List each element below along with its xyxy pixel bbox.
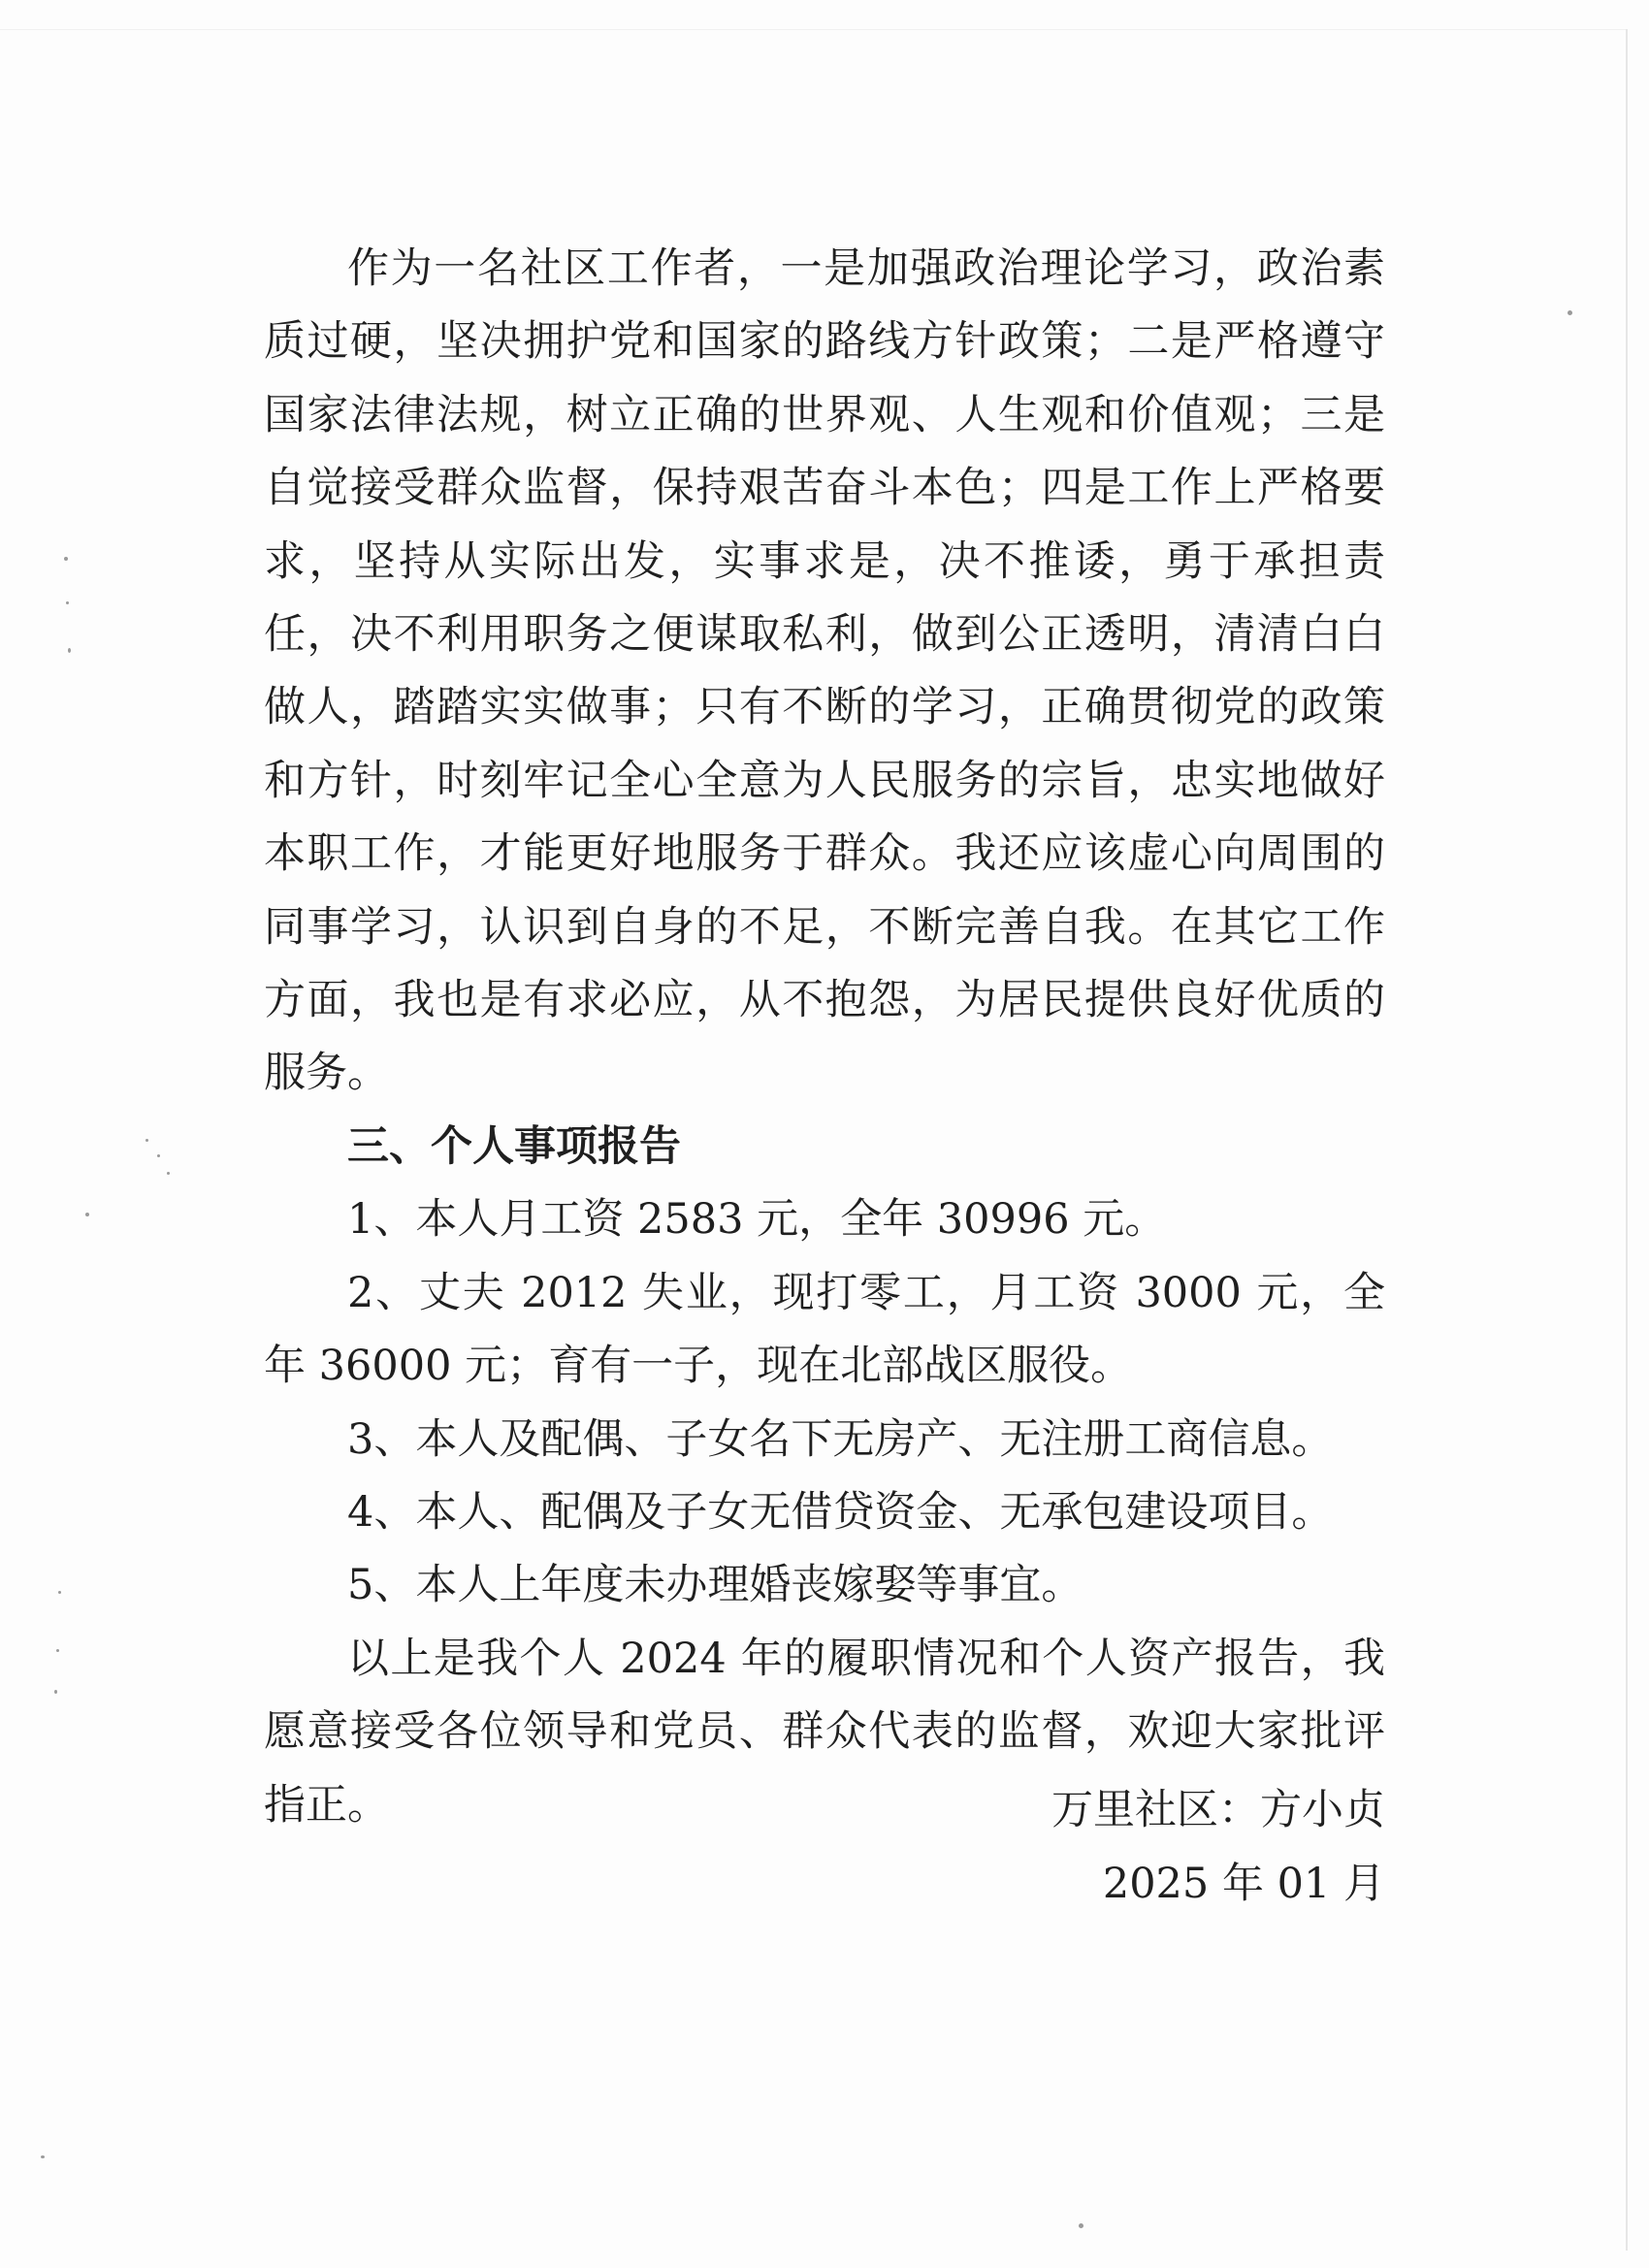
scan-speck bbox=[56, 1649, 59, 1652]
scan-speck bbox=[85, 1213, 89, 1216]
signature-organization: 万里社区：方小贞 bbox=[1051, 1786, 1385, 1834]
scan-speck bbox=[41, 2155, 45, 2158]
scan-speck bbox=[1568, 310, 1572, 315]
scan-speck bbox=[66, 601, 69, 604]
body-paragraph: 作为一名社区工作者，一是加强政治理论学习，政治素质过硬，坚决拥护党和国家的路线方针政策；二是严格遵守国家法律法规，树立正确的世界观、人生观和价值观；三是自觉接受群众监督，保持艰苦奋斗本色；四是工作上严格要求，坚持从实际出发，实事求是，决不推诿，勇于承担责任，决不利用职务之便谋取私利，做到公正透明，清清白白做人，踏踏实实做事；只有不断的学习，正确贯彻党的政策和方针，时刻牢记全心全意为人民服务的宗旨，忠实地做好本职工作，才能更好地服务于群众。我还应该虚心向周围的同事学习，认识到自身的不足，不断完善自我。在其它工作方面，我也是有求必应，从不抱怨，为居民提供良好优质的服务。 bbox=[264, 244, 1385, 1098]
scan-speck bbox=[68, 648, 71, 653]
report-item-3: 3、本人及配偶、子女名下无房产、无注册工商信息。 bbox=[347, 1414, 1334, 1464]
report-item-1: 1、本人月工资 2583 元，全年 30996 元。 bbox=[347, 1195, 1167, 1245]
section-heading: 三、个人事项报告 bbox=[347, 1121, 681, 1171]
page-right-edge bbox=[1626, 29, 1628, 2251]
report-item-5: 5、本人上年度未办理婚丧嫁娶等事宜。 bbox=[347, 1561, 1083, 1610]
scan-speck bbox=[167, 1172, 170, 1175]
scan-speck bbox=[157, 1154, 160, 1157]
document-body bbox=[264, 233, 1385, 1842]
signature-date: 2025 年 01 月 bbox=[1102, 1860, 1385, 1908]
scan-speck bbox=[1079, 2223, 1083, 2228]
scan-speck bbox=[146, 1139, 148, 1142]
page-top-edge bbox=[0, 29, 1626, 30]
closing-paragraph: 以上是我个人 2024 年的履职情况和个人资产报告，我愿意接受各位领导和党员、群众代表的监督，欢迎大家批评指正。 bbox=[264, 1634, 1385, 1830]
report-item-4: 4、本人、配偶及子女无借贷资金、无承包建设项目。 bbox=[347, 1487, 1334, 1537]
report-item-2: 2、丈夫 2012 失业，现打零工，月工资 3000 元，全年 36000 元；育有一子，现在北部战区服役。 bbox=[264, 1268, 1385, 1391]
scan-speck bbox=[54, 1690, 57, 1694]
scan-speck bbox=[64, 557, 68, 561]
scan-speck bbox=[58, 1591, 61, 1594]
